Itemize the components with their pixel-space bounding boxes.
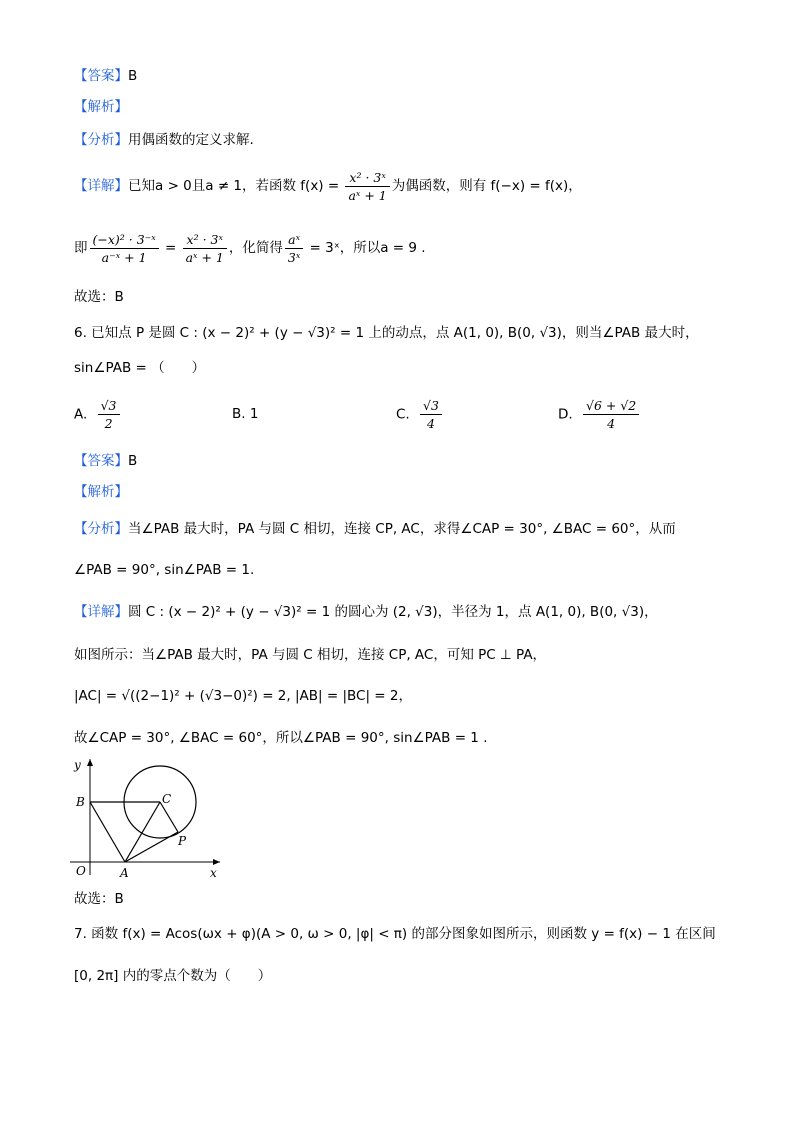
q6-stem-line1: 6. 已知点 P 是圆 C : (x − 2)² + (y − √3)² = 1 上的动点，点 A(1, 0), B(0, √3)，则当∠PAB 最大时， xyxy=(74,325,699,341)
xiangjie-text-b: 为偶函数，则有 f(−x) = f(x)， xyxy=(391,178,582,194)
segment-cp xyxy=(160,802,178,832)
y-axis-arrow xyxy=(87,759,93,766)
xiangjie-line2-q5 xyxy=(74,232,426,265)
label-y: y xyxy=(74,758,81,772)
xiangjie-line2-q6: 如图所示：当∠PAB 最大时，PA 与圆 C 相切，连接 CP, AC，可知 PC ⊥ PA， xyxy=(74,647,547,663)
text: ，化简得 xyxy=(228,240,283,256)
segment-ac xyxy=(125,802,160,862)
fenxi-text: 当∠PAB 最大时，PA 与圆 C 相切，连接 CP, AC，求得∠CAP = 30°, ∠BAC = 60°，从而 xyxy=(128,521,676,537)
label-a: A xyxy=(120,866,129,880)
analysis-tag: 【解析】 xyxy=(74,484,128,500)
fenxi-line2-q6: ∠PAB = 90°, sin∠PAB = 1. xyxy=(74,562,255,578)
analysis-tag: 【解析】 xyxy=(74,99,128,115)
fraction: $\frac{\text{aˣ}}{\text{3ˣ}}$ xyxy=(285,232,303,265)
xiangjie-text: 圆 C : (x − 2)² + (y − √3)² = 1 的圆心为 (2, √3)，半径为 1，点 A(1, 0), B(0, √3)， xyxy=(128,604,658,620)
geometry-figure xyxy=(70,757,240,882)
answer-value: B xyxy=(128,68,138,84)
q6-option-d: D. $\frac{√6 + √2}{4}$ xyxy=(558,398,641,431)
xiangjie-line4-q6: 故∠CAP = 30°, ∠BAC = 60°，所以∠PAB = 90°, sin∠PAB = 1 . xyxy=(74,730,488,746)
answer-tag: 【答案】 xyxy=(74,453,128,469)
q6-option-b: B. 1 xyxy=(232,406,259,422)
text: 即 xyxy=(74,240,88,256)
choose-q6: 故选：B xyxy=(74,891,124,907)
xiangjie-tag: 【详解】 xyxy=(74,178,128,194)
fenxi-text: 用偶函数的定义求解. xyxy=(128,132,254,148)
analysis-heading-q6 xyxy=(74,482,128,502)
q7-stem-line2: [0, 2π] 内的零点个数为（ ） xyxy=(74,968,272,984)
q7-stem-line1: 7. 函数 f(x) = Acos(ωx + φ)(A > 0, ω > 0, |φ| < π) 的部分图象如图所示，则函数 y = f(x) − 1 在区间 xyxy=(74,926,716,942)
q6-option-a: A. $\frac{√3}{2}$ xyxy=(74,398,122,431)
xiangjie-line3-q6: |AC| = √((2−1)² + (√3−0)²) = 2, |AB| = |BC| = 2， xyxy=(74,688,413,704)
fenxi-tag: 【分析】 xyxy=(74,132,128,148)
q6-stem-line2: sin∠PAB = （ ） xyxy=(74,360,206,376)
label-o: O xyxy=(76,864,86,878)
xiangjie-line1-q6 xyxy=(74,602,658,622)
fenxi-line-q5 xyxy=(74,130,254,150)
xiangjie-line1-q5 xyxy=(74,170,582,203)
analysis-heading-q5 xyxy=(74,97,128,117)
xiangjie-tag: 【详解】 xyxy=(74,604,128,620)
choose-q5: 故选：B xyxy=(74,289,124,305)
q6-option-c: C. $\frac{√3}{4}$ xyxy=(396,398,444,431)
fenxi-tag: 【分析】 xyxy=(74,521,128,537)
equals: = xyxy=(160,240,181,256)
label-x: x xyxy=(210,866,217,880)
segment-ab xyxy=(90,802,125,862)
answer-line-q6 xyxy=(74,451,137,471)
answer-tag: 【答案】 xyxy=(74,68,128,84)
label-b: B xyxy=(76,795,85,809)
text: = 3ˣ，所以a = 9 . xyxy=(305,240,426,256)
fraction: $\frac{\text{x² · 3ˣ}}{\text{aˣ + 1}}$ xyxy=(345,170,389,203)
answer-line-q5 xyxy=(74,66,137,86)
fenxi-line1-q6 xyxy=(74,519,676,539)
answer-value: B xyxy=(128,453,138,469)
xiangjie-text-a: 已知a > 0且a ≠ 1，若函数 f(x) = xyxy=(128,178,344,194)
fraction: $\frac{\text{x² · 3ˣ}}{\text{aˣ + 1}}$ xyxy=(183,232,227,265)
label-p: P xyxy=(178,834,187,848)
label-c: C xyxy=(162,792,172,806)
fraction: $\frac{\text{(−x)² · 3⁻ˣ}}{\text{a⁻ˣ + 1}}$ xyxy=(90,232,159,265)
x-axis-arrow xyxy=(213,859,220,865)
